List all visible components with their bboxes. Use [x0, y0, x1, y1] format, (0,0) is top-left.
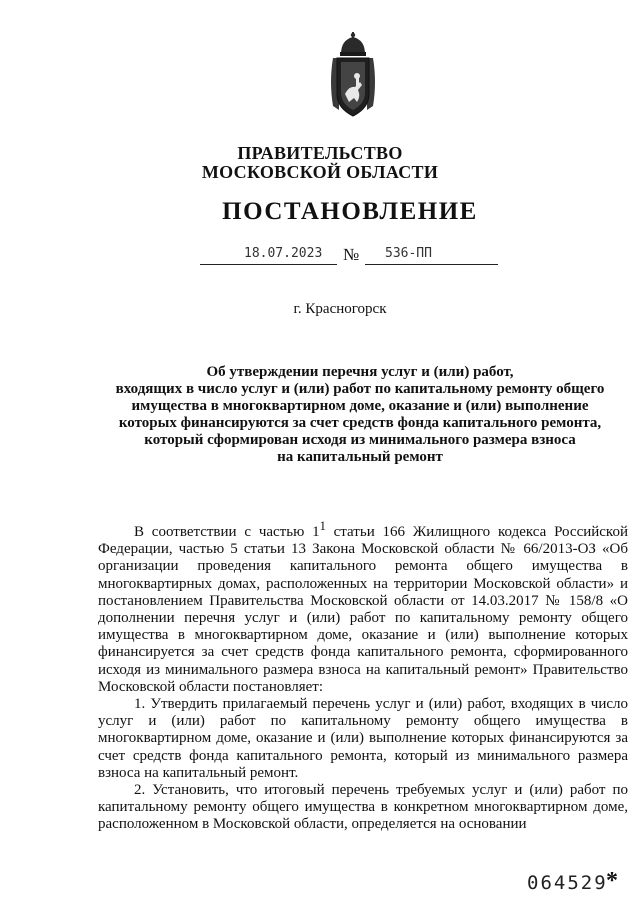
subject-line: имущества в многоквартирном доме, оказание и (или) выполнение [131, 398, 589, 414]
body-paragraph-item-1: 1. Утвердить прилагаемый перечень услуг и (или) работ, входящих в число услуг и (или) работ по капитальному ремонту общего имущества в многоквартирном доме, оказание и (или) выполнение которых финансируются за счет средств фонда капитального ремонта, который из минимального размера взноса на капитальный ремонт. [98, 696, 628, 781]
date-number-row [0, 244, 640, 268]
number-underline [365, 264, 498, 265]
superscript: 1 [319, 519, 326, 533]
document-subject [90, 364, 630, 466]
moscow-oblast-coat-of-arms-icon [327, 32, 379, 118]
document-type-title: ПОСТАНОВЛЕНИЕ [222, 198, 478, 225]
government-name-line1: ПРАВИТЕЛЬСТВО [237, 143, 403, 163]
government-name-line2: МОСКОВСКОЙ ОБЛАСТИ [201, 162, 439, 182]
preamble-text-start: В соответствии с частью 1 [134, 524, 320, 540]
body-paragraph-preamble [98, 518, 628, 696]
subject-line: который сформирован исходя из минимального размера взноса [144, 432, 576, 448]
preamble-text-rest: статьи 166 Жилищного кодекса Российской Федерации, частью 5 статьи 13 Закона Московской области № 66/2013-ОЗ «Об организации проведения капитального ремонта общего имущества в многоквартирных домах, расположенных на территории Московской области» и постановлением Правительства Московской области от 14.03.2017 № 158/8 «О дополнении перечня услуг и (или) работ по капитальному ремонту общего имущества в многоквартирном доме, оказание и (или) выполнение которых финансируется за счет средств фонда капитального ремонта, сформированного исходя из минимального размера взноса на капитальный ремонт» Правительство Московской области постановляет: [98, 524, 628, 695]
serial-number: 064529 [527, 872, 608, 894]
document-date: 18.07.2023 [244, 246, 323, 261]
subject-line: на капитальный ремонт [277, 449, 443, 465]
subject-line: которых финансируются за счет средств фонда капитального ремонта, [118, 415, 602, 431]
date-underline [200, 264, 337, 265]
document-body [98, 518, 628, 834]
subject-line: входящих в число услуг и (или) работ по капитальному ремонту общего [115, 381, 605, 397]
city-name: г. Красногорск [293, 301, 387, 317]
asterisk-mark: * [606, 868, 618, 894]
document-number: 536-ПП [385, 246, 432, 261]
body-paragraph-item-2: 2. Установить, что итоговый перечень требуемых услуг и (или) работ по капитальному ремонту общего имущества в конкретном многоквартирном доме, расположенном в Московской области, определяется на основании [98, 782, 628, 833]
subject-line: Об утверждении перечня услуг и (или) работ, [206, 364, 514, 380]
number-sign: № [343, 245, 360, 264]
